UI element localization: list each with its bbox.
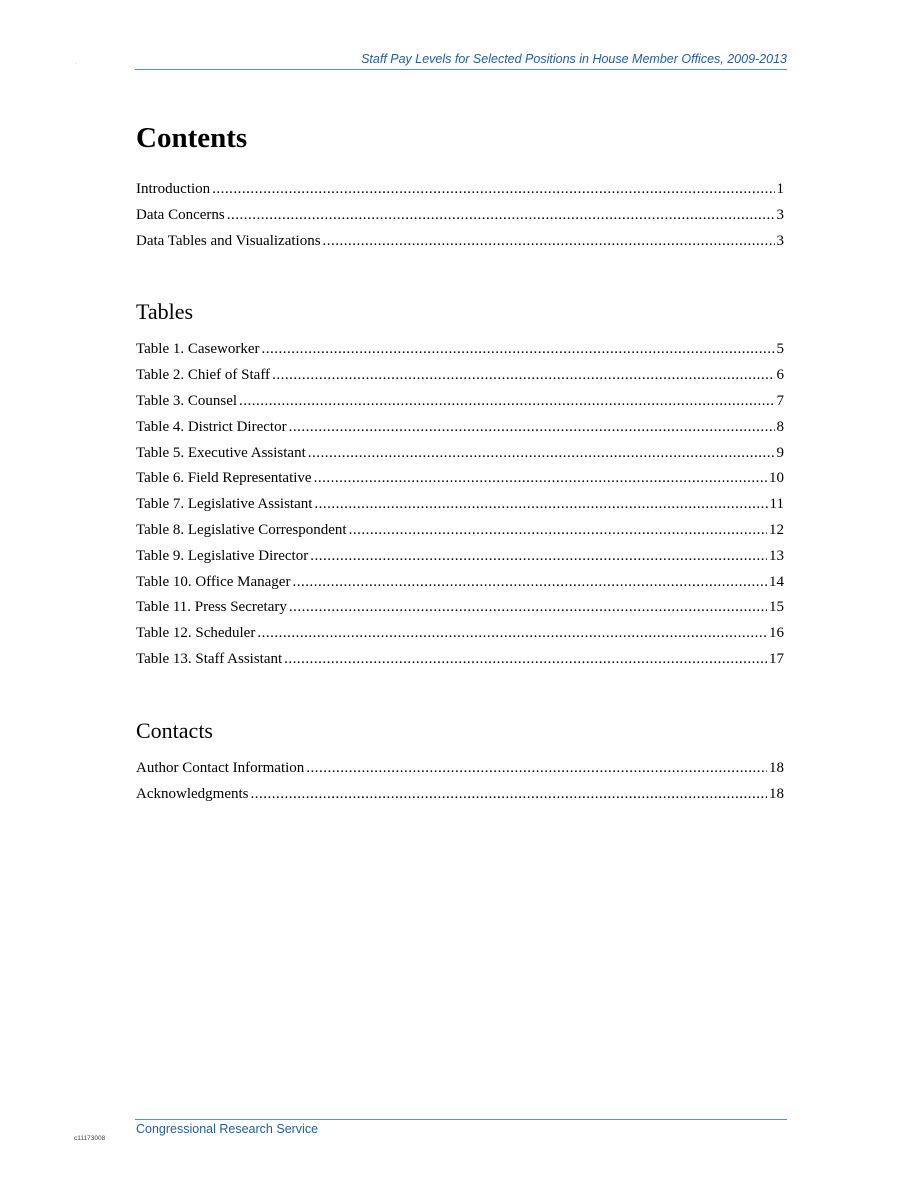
- dot-leader: [310, 544, 767, 570]
- footer-organization: Congressional Research Service: [136, 1122, 319, 1136]
- toc-entry[interactable]: [136, 441, 784, 467]
- toc-entry-label: Table 11. Press Secretary: [136, 599, 287, 616]
- toc-entry[interactable]: [136, 621, 784, 647]
- toc-entry[interactable]: [136, 782, 784, 808]
- dot-leader: [314, 466, 767, 492]
- toc-entry-label: Table 8. Legislative Correspondent: [136, 521, 347, 538]
- dot-leader: [272, 363, 774, 389]
- corner-mark: .: [75, 60, 77, 66]
- toc-entry[interactable]: [136, 518, 784, 544]
- toc-entry-label: Author Contact Information: [136, 759, 305, 776]
- toc-entry-label: Table 1. Caseworker: [136, 341, 260, 358]
- toc-entry-label: Table 5. Executive Assistant: [136, 444, 306, 461]
- table-of-contents: [136, 122, 784, 852]
- toc-entry-label: Table 13. Staff Assistant: [136, 650, 283, 667]
- toc-entry-page: 3: [776, 232, 784, 249]
- contacts-heading: Contacts: [136, 717, 213, 743]
- toc-entry[interactable]: [136, 544, 784, 570]
- toc-entry[interactable]: [136, 389, 784, 415]
- toc-entry-page: 18: [769, 785, 784, 802]
- dot-leader: [257, 621, 767, 647]
- toc-entry-label: Table 10. Office Manager: [136, 573, 291, 590]
- toc-entry-label: Table 4. District Director: [136, 418, 287, 435]
- toc-entry-page: 8: [776, 418, 784, 435]
- toc-entry[interactable]: [136, 203, 784, 229]
- tables-heading: Tables: [136, 299, 194, 325]
- document-code: c11173008: [74, 1135, 106, 1142]
- toc-entry[interactable]: [136, 177, 784, 203]
- toc-entry-page: 12: [769, 521, 784, 538]
- dot-leader: [308, 441, 775, 467]
- toc-entry-label: Table 3. Counsel: [136, 392, 238, 409]
- toc-entry[interactable]: [136, 337, 784, 363]
- toc-entry-label: Data Tables and Visualizations: [136, 232, 321, 249]
- contents-heading: Contents: [136, 122, 248, 154]
- toc-entry-page: 17: [769, 650, 784, 667]
- toc-entry-page: 6: [776, 367, 784, 384]
- toc-entry-page: 14: [769, 573, 784, 590]
- toc-entry-label: Table 6. Field Representative: [136, 470, 312, 487]
- footer-divider: [135, 1119, 787, 1120]
- dot-leader: [239, 389, 774, 415]
- toc-entry-label: Introduction: [136, 181, 211, 197]
- dot-leader: [289, 415, 775, 441]
- dot-leader: [306, 756, 767, 782]
- toc-entry[interactable]: [136, 363, 784, 389]
- tables-list: [136, 337, 784, 672]
- contacts-list: [136, 756, 784, 808]
- toc-entry[interactable]: [136, 595, 784, 621]
- toc-entry-page: 15: [769, 599, 784, 616]
- toc-entry-label: Table 2. Chief of Staff: [136, 367, 271, 384]
- toc-entry[interactable]: [136, 756, 784, 782]
- toc-entry-label: Data Concerns: [136, 206, 225, 223]
- toc-entry[interactable]: [136, 415, 784, 441]
- toc-entry-page: 1: [776, 181, 784, 197]
- running-header-title: Staff Pay Levels for Selected Positions in House Member Offices, 2009-2013: [361, 52, 787, 66]
- dot-leader: [227, 203, 775, 229]
- dot-leader: [284, 647, 767, 673]
- toc-entry-page: 7: [776, 392, 784, 409]
- toc-entry-page: 10: [769, 470, 784, 487]
- dot-leader: [250, 782, 767, 808]
- toc-entry-label: Table 7. Legislative Assistant: [136, 496, 313, 513]
- dot-leader: [349, 518, 767, 544]
- toc-entry-page: 13: [769, 547, 784, 564]
- toc-entry-label: Table 12. Scheduler: [136, 625, 256, 642]
- toc-entry-page: 5: [776, 341, 784, 358]
- dot-leader: [292, 570, 767, 596]
- toc-entry-page: 11: [769, 496, 784, 513]
- toc-entry-page: 3: [776, 206, 784, 223]
- dot-leader: [262, 337, 775, 363]
- dot-leader: [289, 595, 767, 621]
- contents-list: [136, 177, 784, 254]
- dot-leader: [323, 229, 775, 255]
- header-divider: [135, 69, 787, 70]
- toc-entry[interactable]: [136, 466, 784, 492]
- toc-entry[interactable]: [136, 229, 784, 255]
- toc-entry[interactable]: [136, 570, 784, 596]
- toc-entry-label: Acknowledgments: [136, 785, 249, 802]
- dot-leader: [314, 492, 767, 518]
- toc-entry-page: 9: [776, 444, 784, 461]
- toc-entry-page: 18: [769, 759, 784, 776]
- dot-leader: [212, 177, 774, 203]
- toc-entry-label: Table 9. Legislative Director: [136, 547, 309, 564]
- toc-entry[interactable]: [136, 647, 784, 673]
- toc-entry[interactable]: [136, 492, 784, 518]
- toc-entry-page: 16: [769, 625, 784, 642]
